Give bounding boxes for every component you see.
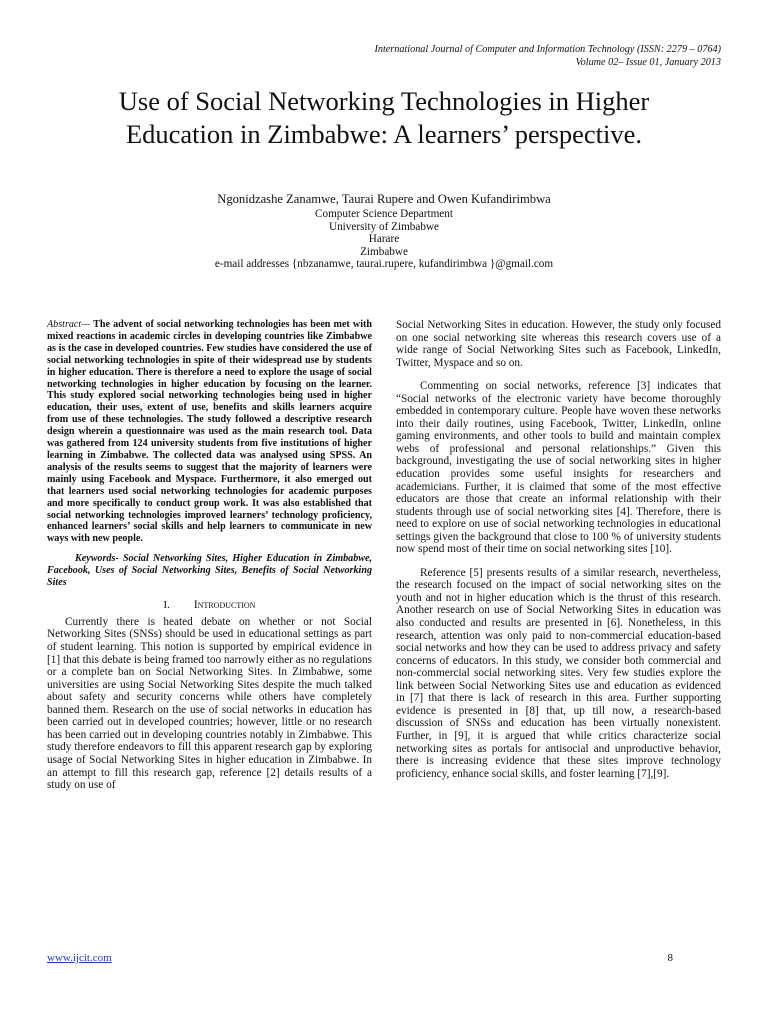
left-column	[47, 319, 372, 792]
department: Computer Science Department	[315, 208, 453, 220]
abstract-text: The advent of social networking technologies has been met with mixed reactions in academic circles in developing countries like Zimbabwe as is the case in developed countries. Few studies have considered the use of social networking technologies in spite of their widespread use by students in higher education. There is therefore a need to explore the usage of social networking technologies in higher education by focusing on the learner. This study explored social networking technologies being used in higher education, their uses, extent of use, benefits and skills learners acquire from use of these technologies. The study followed a descriptive research design wherein a questionnaire was used as the main research tool. Data was gathered from 124 university students from five institutions of higher learning in Zimbabwe. The collected data was analysed using SPSS. An analysis of the results seems to suggest that the majority of learners were mainly using Facebook and Myspace. Furthermore, it also emerged out that learners used social networking technologies for academic purposes and more specifically to conduct group work. It was also established that social networking technologies improved learners’ technology proficiency, enhanced learners’ social skills and help learners to communicate in new ways with new people.	[47, 319, 372, 545]
university: University of Zimbabwe	[329, 220, 439, 233]
abstract	[47, 319, 372, 545]
page-number: 8	[667, 952, 673, 964]
author-affiliation	[40, 208, 728, 271]
abstract-lead: Abstract—	[47, 319, 91, 330]
section-heading	[47, 599, 372, 612]
country: Zimbabwe	[360, 245, 408, 258]
journal-header	[374, 44, 721, 69]
paragraph: Commenting on social networks, reference [3] indicates that “Social networks of the electronic variety have become thoroughly embedded in contemporary culture. People have woven these networks into their daily routines, using Facebook, Twitter, LinkedIn, online gaming environments, and other tools to build and maintain complex webs of professional and personal relationships.” Given this background, investigating the use of social networking sites in higher education provides some useful insights for researchers and academicians. Further, it is claimed that some of the most effective educators are those that create an informal relationship with their students through use of social networking sites [4]. Therefore, there is need to explore on use of social networking technologies in educational settings given the background that close to 100 % of university students now spend most of their time on social networking sites [10].	[396, 380, 721, 556]
intro-paragraph: Currently there is heated debate on whether or not Social Networking Sites (SNSs) should be used in educational settings as part of student learning. This notion is supported by empirical evidence in [1] that this debate is being framed too narrowly either as no regulations or a complete ban on Social Networking Sites. In Zimbabwe, some universities are using Social Networking Sites despite the much talked about safety and security concerns while others have completely banned them. Research on the use of social networks in education has been carried out in developed countries; however, little or no research has been carried out in developing countries notably in Zimbabwe. This study therefore endeavors to fill this apparent research gap by exploring usage of Social Networking Sites in higher education in Zimbabwe. In an attempt to fill this research gap, reference [2] details results of a study on use of	[47, 615, 372, 792]
journal-name: International Journal of Computer and Information Technology (ISSN: 2279 – 0764)	[374, 44, 721, 55]
author-names: Ngonidzashe Zanamwe, Taurai Rupere and Owen Kufandirimbwa	[217, 192, 551, 206]
city: Harare	[368, 233, 400, 246]
right-column	[396, 319, 721, 791]
section-title: Introduction	[193, 598, 256, 611]
paragraph: Reference [5] presents results of a similar research, nevertheless, the research focused on the impact of social networking sites on the youth and not in higher education which is the thrust of this research. Another research on use of Social Networking Sites in education was also conducted and results are presented in [6]. Nonetheless, in this research, attention was only paid to non-commercial education-based social networks and how they can be used to address privacy and safety concerns of educators. In this study, we consider both commercial and non-commercial social networking sites. Very few studies explore the link between Social Networking Sites use and education as evidenced in [7] that there is lack of research in this area. Further supporting evidence is presented in [8] that, up till now, a research-based discussion of SNSs and education has been virtually nonexistent. Further, in [9], it is argued that while critics characterize social networking sites as portals for antisocial and unproductive behavior, there is increasing evidence that these sites improve technology proficiency, enhance social skills, and foster learning [7],[9].	[396, 566, 721, 780]
section-number: I.	[163, 598, 170, 611]
email-addresses: e-mail addresses {nbzanamwe, taurai.rupere, kufandirimbwa }@gmail.com	[214, 258, 554, 271]
paper-title	[40, 85, 728, 151]
title-line-2: Education in Zimbabwe: A learners’ perspective.	[125, 119, 643, 149]
title-line-1: Use of Social Networking Technologies in Higher	[118, 86, 650, 116]
paragraph: Social Networking Sites in education. However, the study only focused on one social networking site whereas this research covers use of a wide range of Social Networking Sites such as Facebook, LinkedIn, Twitter, Myspace and so on.	[396, 319, 721, 369]
journal-website-link[interactable]: www.ijcit.com	[47, 952, 112, 964]
keywords: Keywords- Social Networking Sites, Higher Education in Zimbabwe, Facebook, Uses of Social Networking Sites, Benefits of Social Networking Sites	[47, 553, 372, 589]
journal-volume: Volume 02– Issue 01, January 2013	[575, 56, 721, 68]
